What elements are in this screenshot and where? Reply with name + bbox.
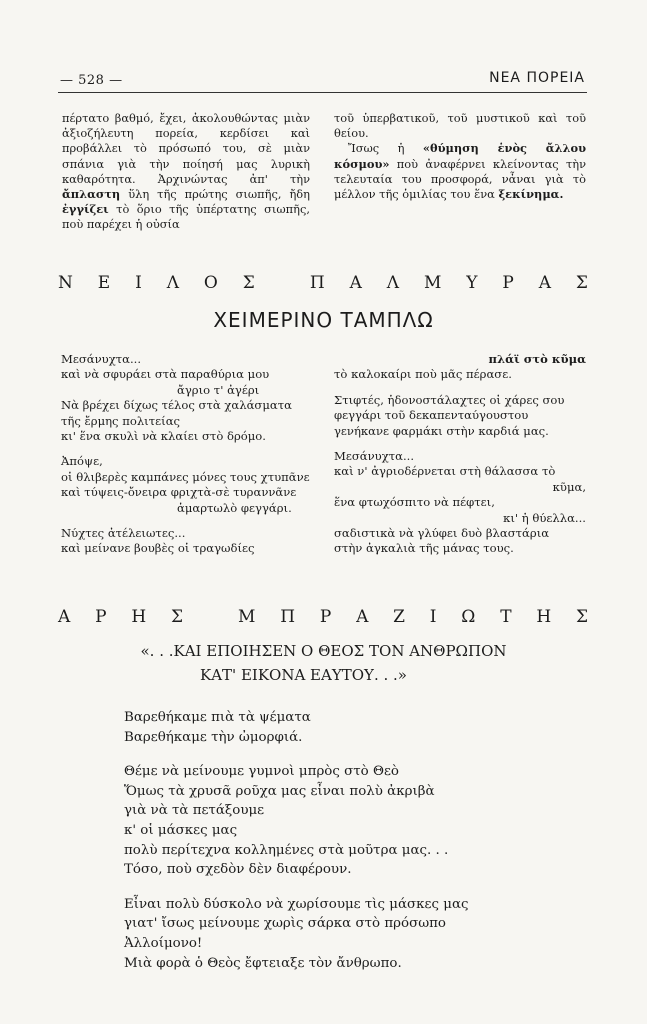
author-letter: Μ (423, 273, 442, 293)
author-letter: Ω (461, 607, 476, 627)
verse-line: Βαρεθήκαμε τὴν ὠμορφιά. (124, 729, 303, 745)
epigraph-line: «. . .ΚΑΙ ΕΠΟΙΗΣΕΝ Ο ΘΕΟΣ ΤΟΝ ΑΝΘΡΩΠΟΝ (140, 642, 507, 660)
poem-body (124, 708, 468, 973)
prose-bold: «θύμηση ἑνὸς ἄλλου κόσμου» (334, 141, 587, 171)
prose-paragraph (62, 111, 310, 233)
prose-text: ποὺ ἀναφέρνει κλείνοντας τὴν τελευταία του προσφορά, νἆναι γιὰ τὸ μέλλον τῆς ὁμιλίας του ἕνα (334, 156, 586, 202)
poem-title: ΧΕΙΜΕΡΙΝΟ ΤΑΜΠΛΩ (213, 308, 434, 332)
author-name (58, 273, 588, 293)
verse-line: κι' ἡ θύελλα... (503, 510, 586, 525)
author-letter: Π (309, 273, 325, 293)
epigraph-line: ΚΑΤ' ΕΙΚΟΝΑ ΕΑΥΤΟΥ. . .» (200, 666, 407, 684)
verse-line: οἱ θλιβερὲς καμπάνες μόνες τους χτυπᾶνε (61, 469, 310, 484)
verse-line: Στιφτές, ἡδονοστάλαχτες οἱ χάρες σου (334, 392, 565, 407)
poem-left-column (61, 352, 311, 557)
verse-line: Βαρεθήκαμε πιὰ τὰ ψέματα (124, 710, 311, 725)
author-letter: Σ (170, 607, 183, 627)
author-letter: Α (58, 607, 71, 627)
author-letter: Μ (237, 607, 256, 627)
author-letter: Η (131, 607, 147, 627)
author-letter (280, 273, 285, 293)
author-letter: Ρ (319, 607, 332, 627)
verse-line: καὶ μείνανε βουβὲς οἱ τραγωδίες (61, 541, 255, 556)
verse-line: Μεσάνυχτα... (334, 449, 415, 464)
author-letter: Π (280, 607, 296, 627)
author-letter: Ρ (502, 273, 514, 293)
prose-bold: ξεκίνημα. (498, 187, 564, 202)
header-rule (58, 92, 587, 93)
author-letter: Η (536, 607, 552, 627)
author-name (58, 607, 588, 627)
page-number: — 528 — (60, 73, 123, 88)
verse-line: καὶ τύψεις-ὄνειρα φριχτὰ-σὲ τυραννᾶνε (61, 485, 297, 500)
author-letter: Α (356, 607, 369, 627)
author-letter: Ν (58, 273, 73, 293)
verse-line: ἕνα φτωχόσπιτο νὰ πέφτει, (334, 495, 495, 510)
author-letter: Υ (466, 273, 478, 293)
author-letter: Ε (97, 273, 111, 293)
poem-right-column (334, 352, 586, 557)
author-letter: Ζ (393, 607, 405, 627)
verse-line: κ' οἱ μάσκες μας (124, 822, 238, 838)
author-letter: Σ (575, 273, 588, 293)
author-letter: Τ (500, 607, 512, 627)
author-letter: Ι (429, 607, 437, 627)
verse-line: Νὰ βρέχει δίχως τέλος στὰ χαλάσματα (61, 398, 292, 413)
verse-line: τῆς ἔρμης πολιτείας (61, 413, 181, 428)
verse-line: γενήκανε φαρμάκι στὴν καρδιά μας. (334, 423, 549, 438)
verse-line: καὶ νὰ σφυράει στὰ παραθύρια μου (61, 367, 270, 382)
verse-line: σαδιστικὰ νὰ γλύφει δυὸ βλαστάρια (334, 526, 550, 541)
verse-line: πολὺ περίτεχνα κολλημένες στὰ μοῦτρα μας. . . (124, 842, 449, 858)
prose-paragraph (334, 141, 586, 202)
author-letter: Α (349, 273, 362, 293)
prose-right-column (334, 111, 586, 202)
author-letter: Α (538, 273, 552, 293)
verse-line: στὴν ἀγκαλιὰ τῆς μάνας τους. (334, 541, 514, 556)
verse-line: γιὰ νὰ τὰ πετάξουμε (124, 803, 265, 819)
prose-text: τὸ ὅριο τῆς ὑπέρτατης σιωπῆς, ποὺ παρέχει ἡ οὐσία (62, 202, 310, 232)
verse-line: κῦμα, (552, 479, 586, 494)
verse-line: Ἀπόψε, (61, 454, 103, 469)
author-letter: Ο (203, 273, 218, 293)
prose-text: ὕλη τῆς πρώτης σιωπῆς, ἤδη (120, 187, 310, 202)
prose-text: Ἀρχινώντας ἀπ' τὴν (157, 171, 310, 186)
prose-text: Ἴσως ἡ (348, 141, 423, 156)
verse-line: πλάϊ στὸ κῦμα (488, 352, 586, 366)
verse-line: γιατ' ἴσως μείνουμε χωρὶς σάρκα στὸ πρόσωπο (124, 916, 446, 932)
prose-paragraph: τοῦ ὑπερβατικοῦ, τοῦ μυστικοῦ καὶ τοῦ θείου. (334, 111, 586, 141)
author-letter: Λ (386, 273, 400, 293)
author-letter (208, 607, 213, 627)
prose-bold: ἄπλαστη (62, 187, 121, 202)
verse-line: κι' ἕνα σκυλὶ νὰ κλαίει στὸ δρόμο. (61, 429, 266, 444)
verse-line: Θέμε νὰ μείνουμε γυμνοὶ μπρὸς στὸ Θεὸ (124, 764, 399, 780)
prose-text: πέρτατο βαθμό, ἔχει, ἀκολουθώντας μιὰν ἀξιοζήλευτη πορεία, κερδίσει καὶ προβάλλει τὸ πρόσωπό του, σὲ μιὰν σπάνια γιὰ τὴν ποίησή μας λυρικὴ καθαρότητα. (62, 111, 310, 186)
verse-line: Ἀλλοίμονο! (124, 935, 203, 951)
journal-title: ΝΕΑ ΠΟΡΕΙΑ (489, 70, 585, 86)
author-letter: Σ (242, 273, 255, 293)
verse-line: ἄγριο τ' ἀγέρι (177, 382, 260, 397)
verse-line: καὶ ν' ἀγριοδέρνεται στὴ θάλασσα τὸ (334, 464, 556, 479)
verse-line: Νύχτες ἀτέλειωτες... (61, 526, 186, 541)
poem-epigraph (0, 639, 647, 687)
prose-left-column (62, 111, 310, 233)
author-letter: Λ (166, 273, 179, 293)
verse-line: τὸ καλοκαίρι ποὺ μᾶς πέρασε. (334, 367, 512, 382)
verse-line: Τόσο, ποὺ σχεδὸν δὲν διαφέρουν. (124, 862, 352, 878)
author-letter: Ι (135, 273, 142, 293)
author-letter: Ρ (95, 607, 107, 627)
verse-line: Εἶναι πολὺ δύσκολο νὰ χωρίσουμε τὶς μάσκες μας (124, 896, 469, 912)
author-letter: Σ (575, 607, 588, 627)
verse-line: Μεσάνυχτα... (61, 352, 142, 366)
verse-line: Μιὰ φορὰ ὁ Θεὸς ἔφτειαξε τὸν ἄνθρωπο. (124, 955, 402, 971)
verse-line: Ὅμως τὰ χρυσᾶ ροῦχα μας εἶναι πολὺ ἀκριβὰ (124, 783, 435, 799)
verse-line: ἁμαρτωλὸ φεγγάρι. (177, 500, 292, 515)
prose-bold: ἐγγίζει (62, 202, 109, 217)
verse-line: φεγγάρι τοῦ δεκαπενταύγουστου (334, 408, 529, 423)
